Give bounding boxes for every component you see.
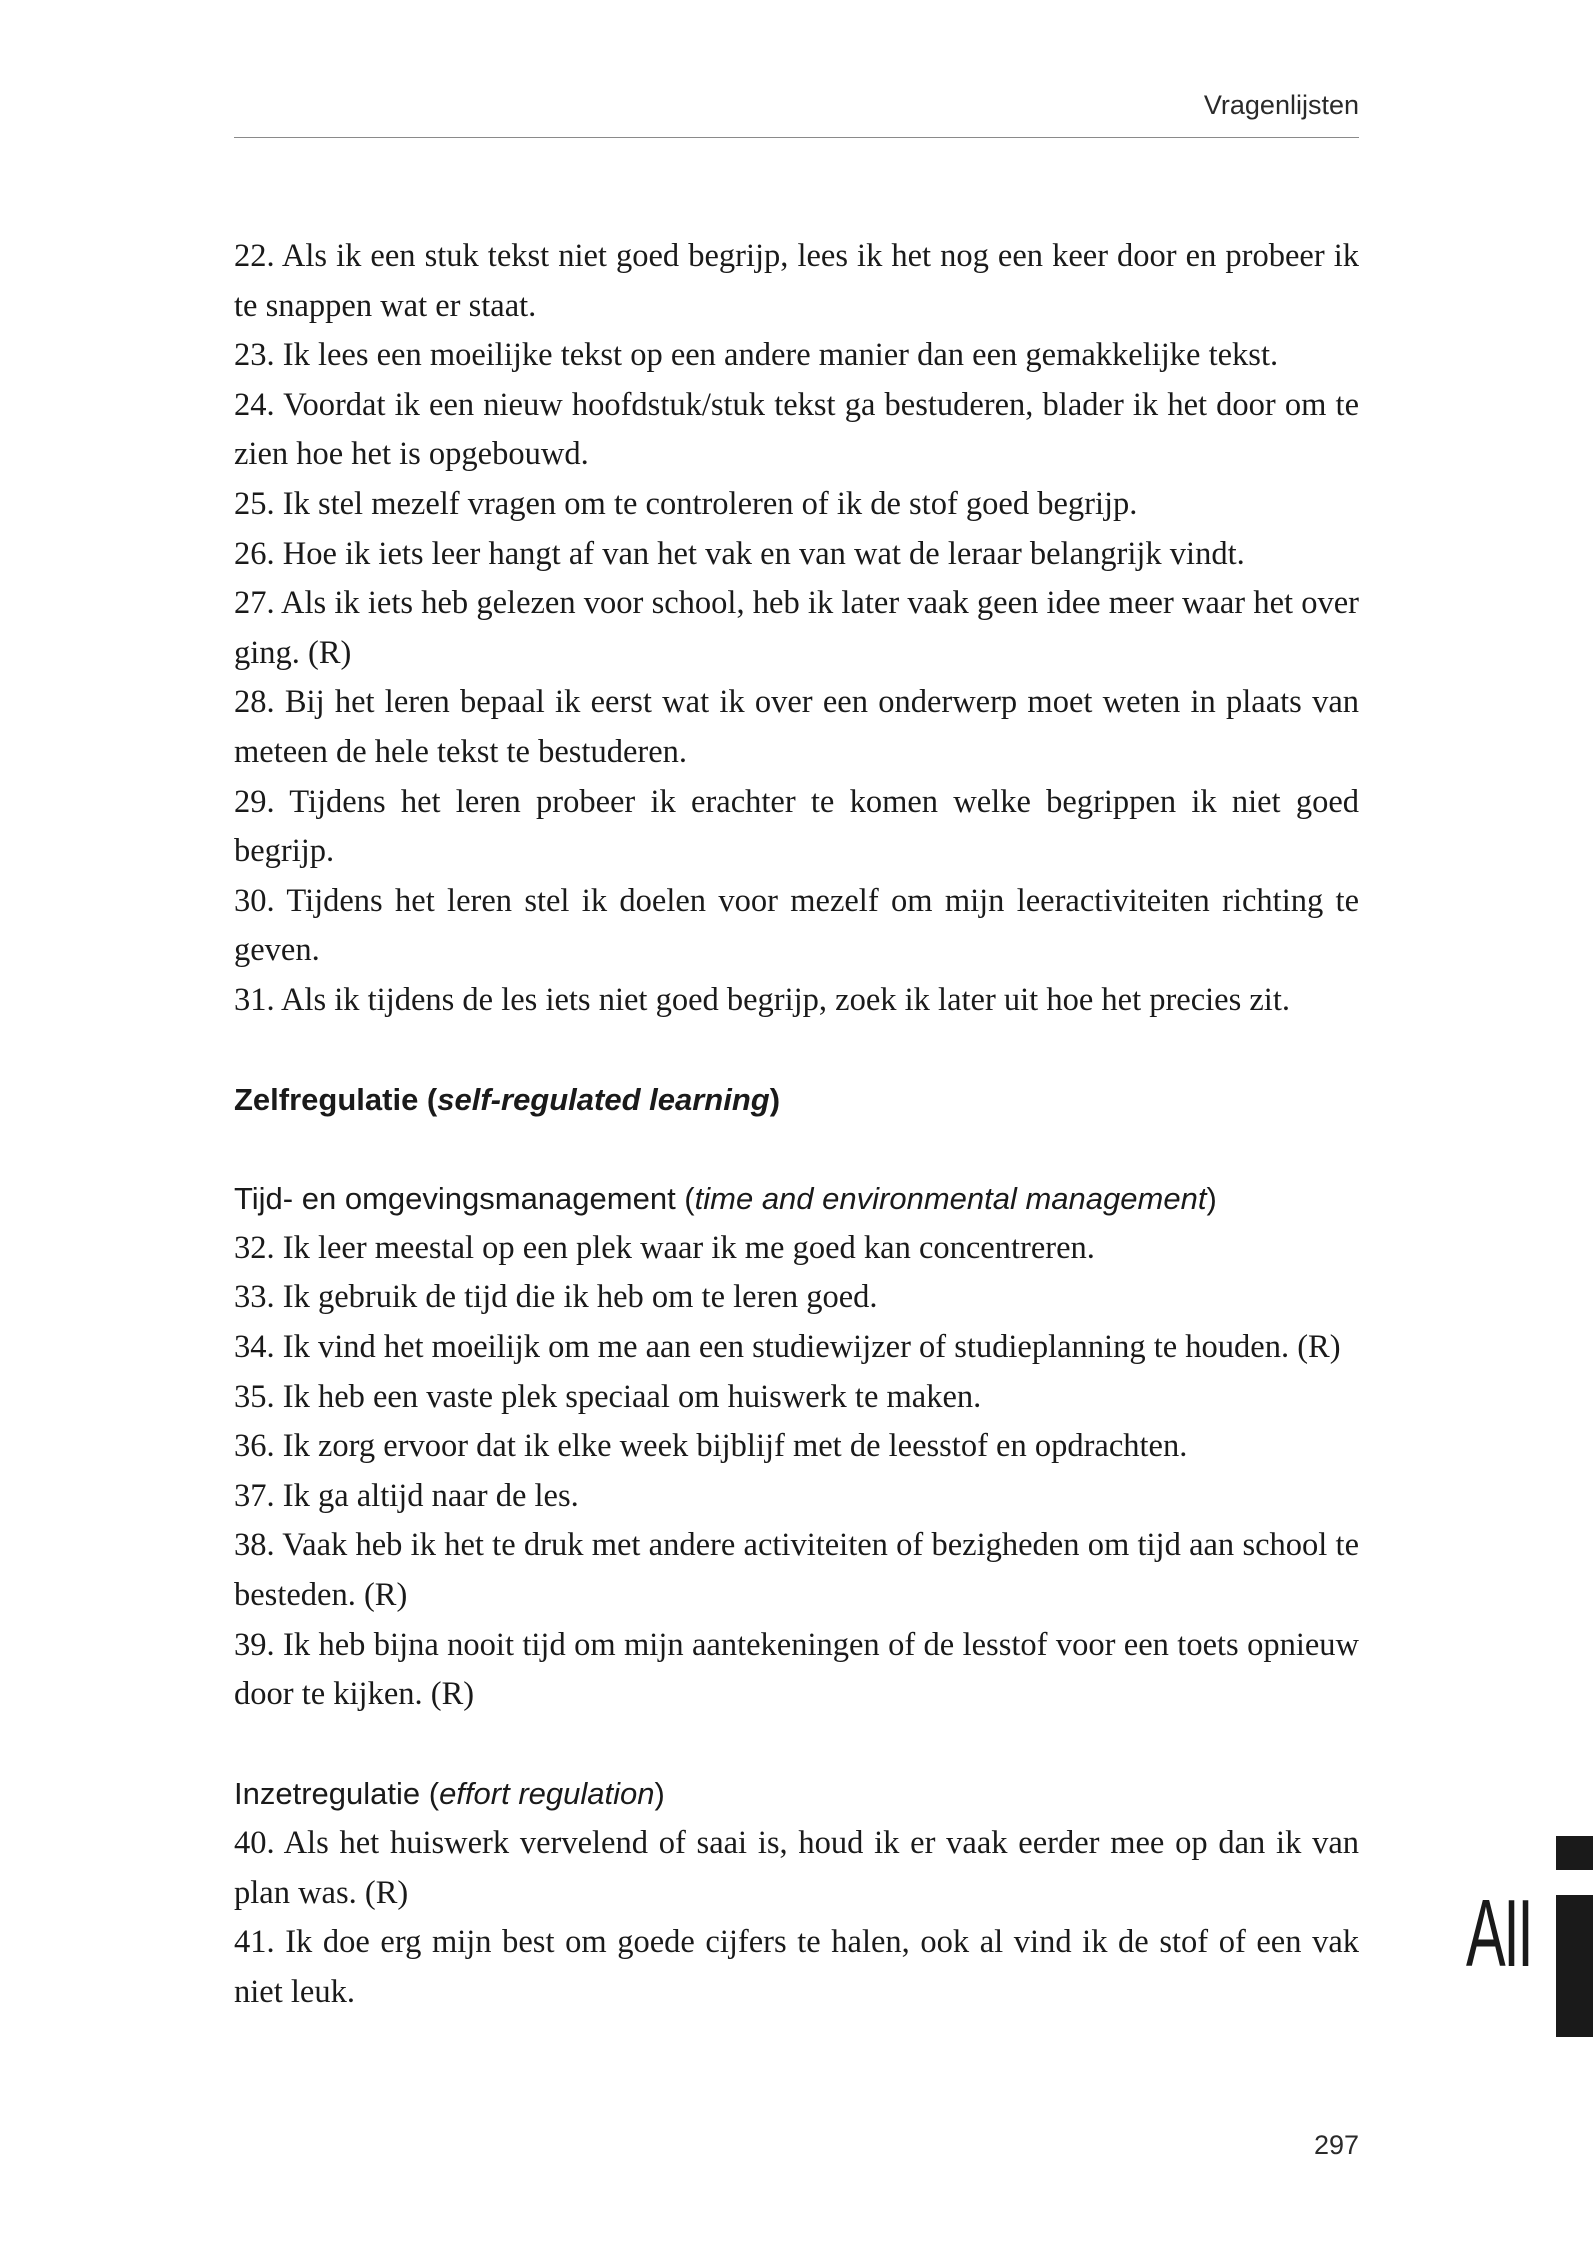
list-item: 35. Ik heb een vaste plek speciaal om huiswerk te maken. — [234, 1378, 982, 1415]
list-item: 24. Voordat ik een nieuw hoofdstuk/stuk tekst ga bestuderen, blader ik het door om te zien hoe het is opgebouwd. — [234, 386, 1359, 473]
subsection-effort-italic: effort regulation — [439, 1776, 655, 1812]
effort-regulation-list — [234, 1819, 1359, 2017]
side-tab-marker-top — [1556, 1836, 1593, 1870]
list-item: 34. Ik vind het moeilijk om me aan een studiewijzer of studieplanning te houden. (R) — [234, 1329, 1341, 1366]
list-item: 40. Als het huiswerk vervelend of saai is, houd ik er vaak eerder mee op dan ik van plan was. (R) — [234, 1825, 1359, 1911]
subsection-effort-main: Inzetregulatie ( — [234, 1776, 440, 1812]
side-tab-label: AII — [1466, 1880, 1532, 1987]
page-number: 297 — [1313, 2130, 1359, 2160]
list-item: 36. Ik zorg ervoor dat ik elke week bijblijf met de leesstof en opdrachten. — [234, 1428, 1188, 1465]
subsection-time-main: Tijd- en omgevingsmanagement ( — [234, 1181, 695, 1217]
list-item: 27. Als ik iets heb gelezen voor school, heb ik later vaak geen idee meer waar het over ging. (R) — [234, 585, 1359, 671]
list-item: 30. Tijdens het leren stel ik doelen voor mezelf om mijn leeractiviteiten richting te geven. — [234, 882, 1359, 969]
list-item: 23. Ik lees een moeilijke tekst op een andere manier dan een gemakkelijke tekst. — [234, 337, 1279, 374]
header-rule — [234, 137, 1359, 138]
subsection-time-end: ) — [1206, 1181, 1217, 1217]
list-item: 33. Ik gebruik de tijd die ik heb om te leren goed. — [234, 1279, 878, 1316]
list-item: 41. Ik doe erg mijn best om goede cijfers te halen, ook al vind ik de stof of een vak niet leuk. — [234, 1924, 1359, 2010]
time-management-list — [234, 1224, 1359, 1720]
section-title-main: Zelfregulatie ( — [234, 1082, 438, 1118]
list-item: 28. Bij het leren bepaal ik eerst wat ik over een onderwerp moet weten in plaats van meteen de hele tekst te bestuderen. — [234, 684, 1359, 770]
spacer — [234, 1720, 1359, 1770]
list-item: 39. Ik heb bijna nooit tijd om mijn aantekeningen of de lesstof voor een toets opnieuw door te kijken. (R) — [234, 1626, 1359, 1713]
list-item: 26. Hoe ik iets leer hangt af van het vak en van wat de leraar belangrijk vindt. — [234, 535, 1245, 572]
subsection-effort-end: ) — [654, 1776, 665, 1812]
running-header: Vragenlijsten — [1203, 90, 1359, 120]
items-before-list — [234, 232, 1359, 1026]
subsection-time-italic: time and environmental management — [694, 1181, 1207, 1217]
list-item: 31. Als ik tijdens de les iets niet goed begrijp, zoek ik later uit hoe het precies zit. — [234, 981, 1290, 1018]
section-title — [234, 1075, 1359, 1125]
section-title-end: ) — [769, 1082, 781, 1118]
subsection-title-effort — [234, 1769, 1359, 1819]
list-item: 32. Ik leer meestal op een plek waar ik me goed kan concentreren. — [234, 1229, 1095, 1266]
subsection-title-time — [234, 1174, 1359, 1224]
side-tab-marker — [1556, 1895, 1593, 2037]
list-item: 29. Tijdens het leren probeer ik erachter te komen welke begrippen ik niet goed begrijp. — [234, 783, 1359, 870]
page-body — [234, 232, 1359, 2017]
list-item: 37. Ik ga altijd naar de les. — [234, 1477, 579, 1514]
list-item: 25. Ik stel mezelf vragen om te controleren of ik de stof goed begrijp. — [234, 485, 1138, 522]
list-item: 22. Als ik een stuk tekst niet goed begrijp, lees ik het nog een keer door en probeer ik te snappen wat er staat. — [234, 238, 1359, 324]
section-title-italic: self-regulated learning — [437, 1082, 770, 1118]
list-item: 38. Vaak heb ik het te druk met andere activiteiten of bezigheden om tijd aan school te besteden. (R) — [234, 1527, 1359, 1614]
